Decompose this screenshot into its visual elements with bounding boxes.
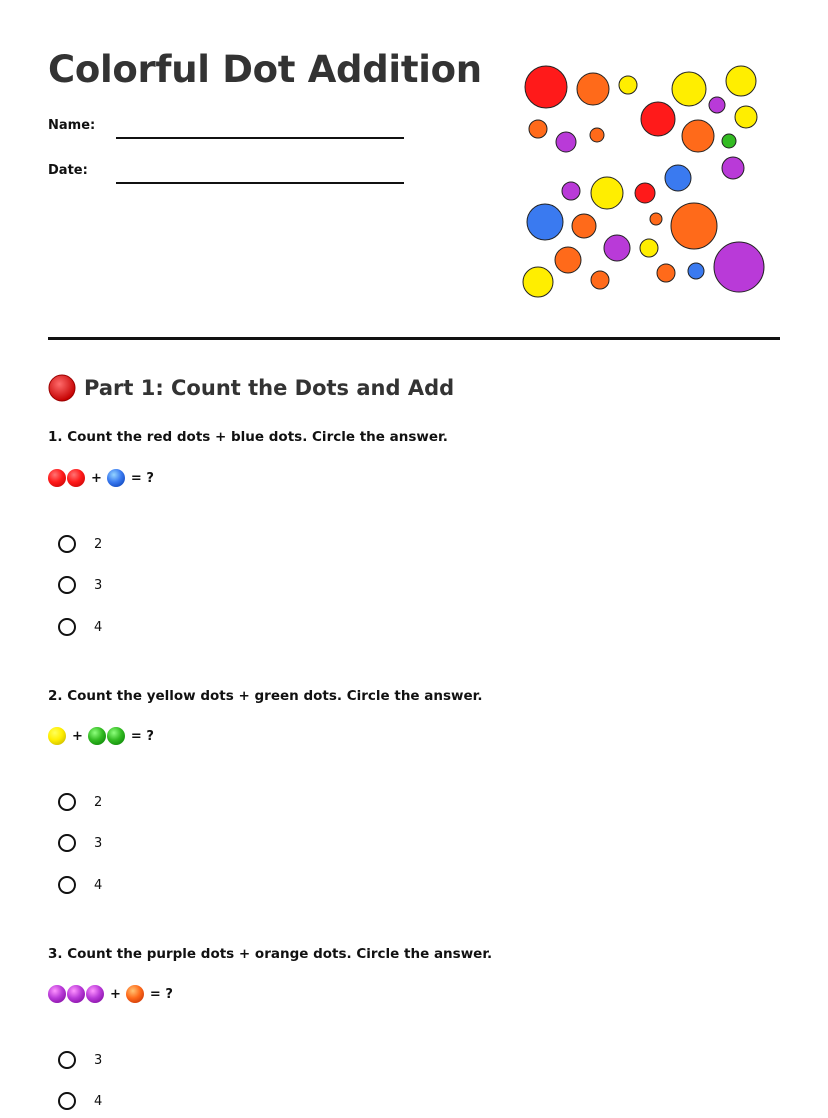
deco-dot: [657, 264, 675, 282]
deco-dot: [665, 165, 691, 191]
option-label: 2: [94, 794, 103, 810]
section-divider: [48, 337, 780, 340]
green-dot-icon: [107, 727, 125, 745]
option-label: 3: [94, 1052, 103, 1068]
purple-dot-icon: [48, 985, 66, 1003]
deco-dot: [591, 177, 623, 209]
deco-dot: [523, 267, 553, 297]
yellow-dot-icon: [48, 727, 66, 745]
question-3-option-1[interactable]: [58, 1051, 102, 1069]
answer-circle[interactable]: [58, 1051, 76, 1069]
deco-dot: [735, 106, 757, 128]
name-line[interactable]: [116, 137, 404, 139]
option-label: 4: [94, 619, 103, 635]
deco-dot: [672, 72, 706, 106]
question-2-option-2[interactable]: [58, 834, 102, 852]
question-1-option-1[interactable]: [58, 535, 102, 553]
question-3-text: 3. Count the purple dots + orange dots. Circle the answer.: [48, 946, 493, 962]
question-2-expression: [48, 727, 159, 745]
question-1-expression: [48, 469, 159, 487]
question-3-option-2[interactable]: [58, 1092, 102, 1110]
purple-dot-icon: [67, 985, 85, 1003]
answer-circle[interactable]: [58, 576, 76, 594]
purple-dot-icon: [86, 985, 104, 1003]
answer-circle[interactable]: [58, 618, 76, 636]
deco-dot: [640, 239, 658, 257]
plus-sign: +: [72, 728, 83, 744]
green-dot-icon: [88, 727, 106, 745]
equals-question: = ?: [130, 728, 154, 744]
deco-dot: [590, 128, 604, 142]
deco-dot: [562, 182, 580, 200]
deco-dot: [726, 66, 756, 96]
question-1-option-3[interactable]: [58, 618, 102, 636]
deco-dot: [709, 97, 725, 113]
deco-dot: [529, 120, 547, 138]
deco-dot: [650, 213, 662, 225]
part1-heading: [48, 374, 454, 402]
question-2-text: 2. Count the yellow dots + green dots. Circle the answer.: [48, 688, 483, 704]
date-label: Date:: [48, 163, 88, 178]
option-label: 4: [94, 1093, 103, 1109]
plus-sign: +: [110, 986, 121, 1002]
answer-circle[interactable]: [58, 535, 76, 553]
deco-dot: [572, 214, 596, 238]
question-1-text: 1. Count the red dots + blue dots. Circle the answer.: [48, 429, 448, 445]
date-line[interactable]: [116, 182, 404, 184]
option-label: 3: [94, 835, 103, 851]
question-2-option-1[interactable]: [58, 793, 102, 811]
red-circle-icon: [48, 374, 76, 402]
deco-dot: [671, 203, 717, 249]
deco-dot: [688, 263, 704, 279]
red-dot-icon: [48, 469, 66, 487]
deco-dot: [555, 247, 581, 273]
deco-dot: [722, 157, 744, 179]
equals-question: = ?: [149, 986, 173, 1002]
equals-question: = ?: [130, 470, 154, 486]
deco-dot: [635, 183, 655, 203]
deco-dot: [577, 73, 609, 105]
deco-dot: [682, 120, 714, 152]
answer-circle[interactable]: [58, 1092, 76, 1110]
option-label: 4: [94, 877, 103, 893]
orange-dot-icon: [126, 985, 144, 1003]
deco-dot: [722, 134, 736, 148]
name-label: Name:: [48, 118, 96, 133]
decorative-dots-illustration: [520, 60, 770, 300]
deco-dot: [527, 204, 563, 240]
deco-dot: [591, 271, 609, 289]
blue-dot-icon: [107, 469, 125, 487]
question-1-option-2[interactable]: [58, 576, 102, 594]
red-dot-icon: [67, 469, 85, 487]
option-label: 2: [94, 536, 103, 552]
part1-heading-text: Part 1: Count the Dots and Add: [84, 376, 455, 400]
plus-sign: +: [91, 470, 102, 486]
deco-dot: [619, 76, 637, 94]
question-2-option-3[interactable]: [58, 876, 102, 894]
deco-dot: [714, 242, 764, 292]
deco-dot: [525, 66, 567, 108]
answer-circle[interactable]: [58, 793, 76, 811]
answer-circle[interactable]: [58, 834, 76, 852]
deco-dot: [641, 102, 675, 136]
answer-circle[interactable]: [58, 876, 76, 894]
option-label: 3: [94, 577, 103, 593]
worksheet-title: Colorful Dot Addition: [48, 48, 482, 91]
deco-dot: [604, 235, 630, 261]
deco-dot: [556, 132, 576, 152]
question-3-expression: [48, 985, 178, 1003]
